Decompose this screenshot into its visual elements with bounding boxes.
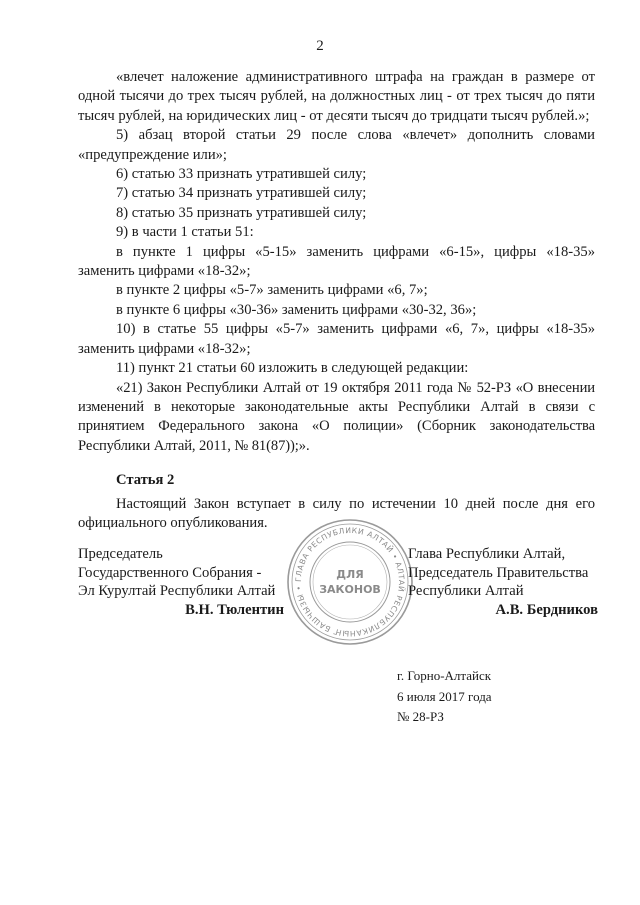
- paragraph-item-9-point-1: в пункте 1 цифры «5-15» заменить цифрами «6-15», цифры «18-35» заменить цифрами «18-32»;: [78, 243, 595, 280]
- paragraph-item-9-point-6: в пункте 6 цифры «30-36» заменить цифрами «30-32, 36»;: [116, 301, 477, 318]
- paragraph-quote-fine: «влечет наложение административного штрафа на граждан в размере от одной тысячи до трех тысяч рублей, на должностных лиц - от трех тысяч до пяти тысяч рублей, на юридических лиц - от десяти тысяч до тридцати тысяч рублей.»;: [78, 69, 595, 124]
- adoption-date: 6 июля 2017 года: [397, 688, 492, 704]
- signature-left-title-line-1: Председатель: [78, 546, 163, 562]
- paragraph-item-6: 6) статью 33 признать утратившей силу;: [116, 166, 367, 183]
- law-number: № 28-РЗ: [397, 709, 444, 724]
- signature-right-title-line-3: Республики Алтай: [408, 583, 524, 600]
- signature-right-title-line-1: Глава Республики Алтай,: [408, 546, 566, 562]
- signature-left-name: В.Н. Тюлентин: [185, 601, 284, 618]
- article-2-text: Настоящий Закон вступает в силу по истечении 10 дней после дня его официального опубликования.: [78, 495, 595, 531]
- paragraph-item-21-text: «21) Закон Республики Алтай от 19 октября 2011 года № 52-РЗ «О внесении изменений в некоторые законодательные акты Республики Алтай в связи с принятием Федерального закона «О полиции» (Сборник законодательства Республики Алтай, 2011, № 81(87));».: [78, 379, 595, 454]
- seal-text-line-2: ЗАКОНОВ: [319, 583, 381, 596]
- paragraph-item-9: 9) в части 1 статьи 51:: [116, 224, 254, 241]
- place-date-number-block: [397, 666, 492, 728]
- seal-text-line-1: ДЛЯ: [336, 568, 364, 581]
- paragraph-item-8: 8) статью 35 признать утратившей силу;: [116, 204, 367, 221]
- signature-block-right: [408, 545, 598, 619]
- signature-left-title-line-3: Эл Курултай Республики Алтай: [78, 583, 276, 600]
- seal-ring-text: ГЛАВА РЕСПУБЛИКИ АЛТАЙ • АЛТАЙ РЕСПУБЛИКАНЫҤ БАШЧЫЗЫ •: [293, 525, 407, 639]
- signature-block-left: [78, 545, 284, 619]
- page-number: 2: [316, 38, 324, 54]
- place-city: г. Горно-Алтайск: [397, 668, 492, 683]
- paragraph-item-7: 7) статью 34 признать утратившей силу;: [116, 185, 367, 202]
- official-seal: [285, 517, 415, 647]
- paragraph-item-5: 5) абзац второй статьи 29 после слова «влечет» дополнить словами «предупреждение или»;: [78, 127, 595, 163]
- signature-right-name: А.В. Бердников: [495, 601, 598, 618]
- paragraph-item-11: 11) пункт 21 статьи 60 изложить в следующей редакции:: [116, 360, 469, 377]
- paragraph-item-9-point-2: в пункте 2 цифры «5-7» заменить цифрами «6, 7»;: [116, 282, 428, 299]
- signature-right-title-line-2: Председатель Правительства: [408, 564, 589, 581]
- signature-left-title-line-2: Государственного Собрания -: [78, 564, 262, 581]
- paragraph-item-10: 10) в статье 55 цифры «5-7» заменить цифрами «6, 7», цифры «18-35» заменить цифрами «18-32»;: [78, 321, 595, 357]
- document-body: [78, 68, 595, 533]
- article-2-heading: Статья 2: [116, 472, 175, 489]
